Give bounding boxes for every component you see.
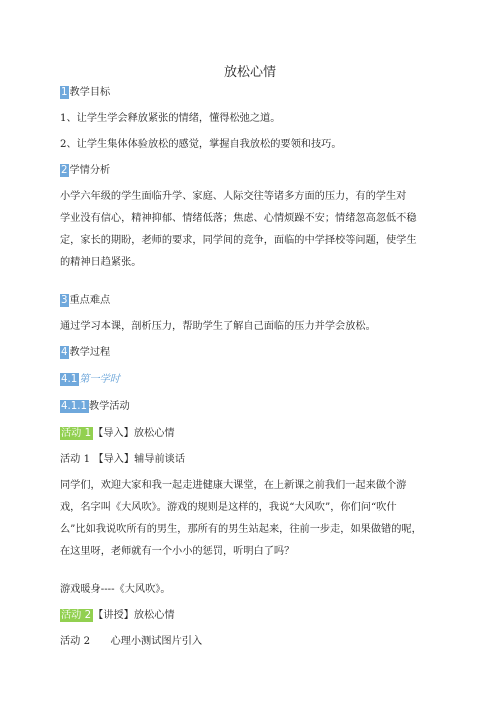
document-title: 放松心情 xyxy=(223,65,276,80)
section-label: 第一学时 xyxy=(79,374,120,385)
analysis-paragraph xyxy=(60,186,455,274)
activity-1-heading xyxy=(60,427,175,441)
section-number: 2 xyxy=(61,165,68,176)
activity-number: 活动 2 xyxy=(61,610,92,621)
section-heading-process xyxy=(60,346,110,360)
activity-1-game: 游戏暖身----《大风吹》。 xyxy=(60,584,171,595)
section-number: 3 xyxy=(61,295,68,306)
paragraph-line: 小学六年级的学生面临升学、家庭、人际交往等诸多方面的压力，有的学生对 xyxy=(60,191,407,202)
paragraph-line: 同学们，欢迎大家和我一起走进健康大课堂，在上新课之前我们一起来做个游 xyxy=(60,480,407,491)
section-heading-analysis xyxy=(60,164,110,178)
section-label: 学情分析 xyxy=(69,165,111,176)
section-label: 重点难点 xyxy=(69,295,111,306)
paragraph-line: 的精神日趋紧张。 xyxy=(60,257,142,268)
section-heading-keypoints xyxy=(60,294,110,308)
activity-number: 活动 1 xyxy=(61,428,92,439)
paragraph-line: 定，家长的期盼，老师的要求，同学间的竞争，面临的中学择校等问题，使学生 xyxy=(60,235,417,246)
paragraph-line: 戏，名字叫《大风吹》。游戏的规则是这样的，我说“大风吹”，你们问“吹什 xyxy=(60,502,397,513)
section-label: 教学过程 xyxy=(69,347,111,358)
activity-2-heading xyxy=(60,609,175,623)
activity-1-subtitle: 活动 1 【导入】辅导前谈话 xyxy=(60,454,186,465)
section-number: 4.1.1 xyxy=(61,401,87,412)
section-label: 教学活动 xyxy=(88,401,130,412)
objective-item-2: 2、让学生集体体验放松的感觉，掌握自我放松的要领和技巧。 xyxy=(60,139,342,150)
paragraph-line: 在这里呀，老师就有一个小小的惩罚，听明白了吗？ xyxy=(60,546,295,557)
paragraph-line: 学业没有信心，精神抑郁、情绪低落；焦虑、心情烦躁不安；情绪忽高忽低不稳 xyxy=(60,213,417,224)
section-number: 4.1 xyxy=(61,374,78,385)
objective-item-1: 1、让学生学会释放紧张的情绪，懂得松弛之道。 xyxy=(60,113,281,124)
activity-1-paragraph xyxy=(60,475,455,563)
subsection-heading-first-lesson xyxy=(60,373,120,387)
activity-2-subtitle: 活动 2 心理小测试图片引入 xyxy=(60,636,203,647)
paragraph-line: 么”比如我说吹所有的男生，那所有的男生站起来，往前一步走，如果做错的呢， xyxy=(60,524,422,535)
activity-label: 【导入】放松心情 xyxy=(93,428,175,439)
section-number: 1 xyxy=(61,87,68,98)
section-number: 4 xyxy=(61,347,68,358)
subsection-heading-activities xyxy=(60,400,130,414)
keypoints-text: 通过学习本课，剖析压力，帮助学生了解自己面临的压力并学会放松。 xyxy=(60,321,376,332)
activity-label: 【讲授】放松心情 xyxy=(93,610,175,621)
section-label: 教学目标 xyxy=(69,87,111,98)
section-heading-objectives xyxy=(60,86,110,100)
